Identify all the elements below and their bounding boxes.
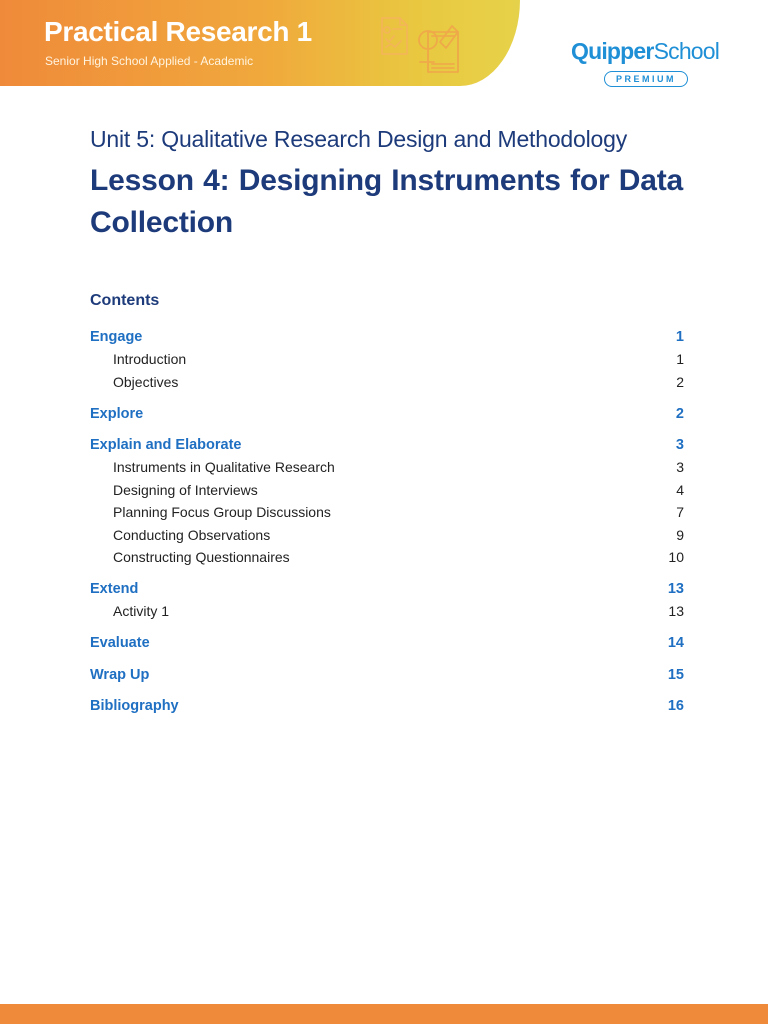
toc-section-label[interactable]: Evaluate xyxy=(90,635,150,651)
header-band xyxy=(0,0,520,86)
brand-logo xyxy=(571,38,731,90)
toc-subsection-row[interactable] xyxy=(90,456,684,479)
toc-subsection-row[interactable] xyxy=(90,600,684,623)
toc-subsection-row[interactable] xyxy=(90,479,684,502)
toc-section-page[interactable]: 3 xyxy=(675,437,684,453)
toc-section-page[interactable]: 13 xyxy=(667,581,684,597)
lesson-title: Lesson 4: Designing Instruments for Data Collection xyxy=(90,164,683,239)
toc-section-row[interactable] xyxy=(90,664,684,686)
course-title: Practical Research 1 xyxy=(44,16,312,47)
toc-section-row[interactable] xyxy=(90,403,684,425)
brand-name-regular: School xyxy=(653,38,720,64)
toc-section-label[interactable]: Engage xyxy=(90,329,143,345)
toc-subsection-page[interactable]: 13 xyxy=(668,603,684,619)
table-of-contents xyxy=(90,326,684,717)
course-subtitle: Senior High School Applied - Academic xyxy=(45,54,254,68)
toc-subsection-label[interactable]: Constructing Questionnaires xyxy=(113,549,290,565)
toc-section-page[interactable]: 16 xyxy=(667,698,684,714)
unit-title: Unit 5: Qualitative Research Design and Methodology xyxy=(90,126,627,152)
toc-section-row[interactable] xyxy=(90,326,684,348)
toc-section-page[interactable]: 15 xyxy=(667,666,684,683)
toc-subsection-label[interactable]: Planning Focus Group Discussions xyxy=(113,504,331,520)
toc-subsection-label[interactable]: Instruments in Qualitative Research xyxy=(113,459,335,475)
toc-subsection-row[interactable] xyxy=(90,546,684,569)
toc-section-row[interactable] xyxy=(90,578,684,600)
toc-section-label[interactable]: Explore xyxy=(90,405,144,422)
toc-subsection-page[interactable]: 7 xyxy=(676,504,684,520)
contents-heading: Contents xyxy=(90,292,160,309)
toc-subsection-page[interactable]: 3 xyxy=(676,459,684,475)
toc-subsection-label[interactable]: Objectives xyxy=(113,373,179,390)
brand-name-bold: Quipper xyxy=(571,38,654,64)
toc-subsection-page[interactable]: 2 xyxy=(676,373,684,390)
toc-section-row[interactable] xyxy=(90,632,684,654)
toc-subsection-label[interactable]: Activity 1 xyxy=(113,603,170,619)
toc-subsection-label[interactable]: Introduction xyxy=(113,351,187,367)
footer-band xyxy=(0,1004,768,1024)
toc-subsection-row[interactable] xyxy=(90,501,684,524)
toc-subsection-row[interactable] xyxy=(90,348,684,371)
toc-subsection-page[interactable]: 10 xyxy=(668,549,684,565)
brand-name xyxy=(571,38,719,65)
toc-section-page[interactable]: 14 xyxy=(667,635,684,651)
toc-section-label[interactable]: Extend xyxy=(90,581,139,597)
toc-section-label[interactable]: Wrap Up xyxy=(90,666,150,683)
toc-section-label[interactable]: Explain and Elaborate xyxy=(90,437,242,453)
toc-subsection-label[interactable]: Conducting Observations xyxy=(113,526,271,543)
toc-section-page[interactable]: 2 xyxy=(675,405,684,422)
toc-section-row[interactable] xyxy=(90,695,684,717)
toc-subsection-row[interactable] xyxy=(90,371,684,394)
toc-subsection-page[interactable]: 4 xyxy=(676,481,684,498)
toc-subsection-label[interactable]: Designing of Interviews xyxy=(113,481,258,498)
toc-subsection-page[interactable]: 1 xyxy=(676,351,684,367)
magnifier-book-icon xyxy=(414,22,468,80)
toc-subsection-row[interactable] xyxy=(90,524,684,547)
toc-subsection-page[interactable]: 9 xyxy=(676,526,684,543)
premium-badge: PREMIUM xyxy=(604,71,688,87)
toc-section-page[interactable]: 1 xyxy=(675,329,684,345)
checklist-document-icon xyxy=(376,14,412,58)
toc-section-row[interactable] xyxy=(90,434,684,456)
toc-section-label[interactable]: Bibliography xyxy=(90,698,179,714)
